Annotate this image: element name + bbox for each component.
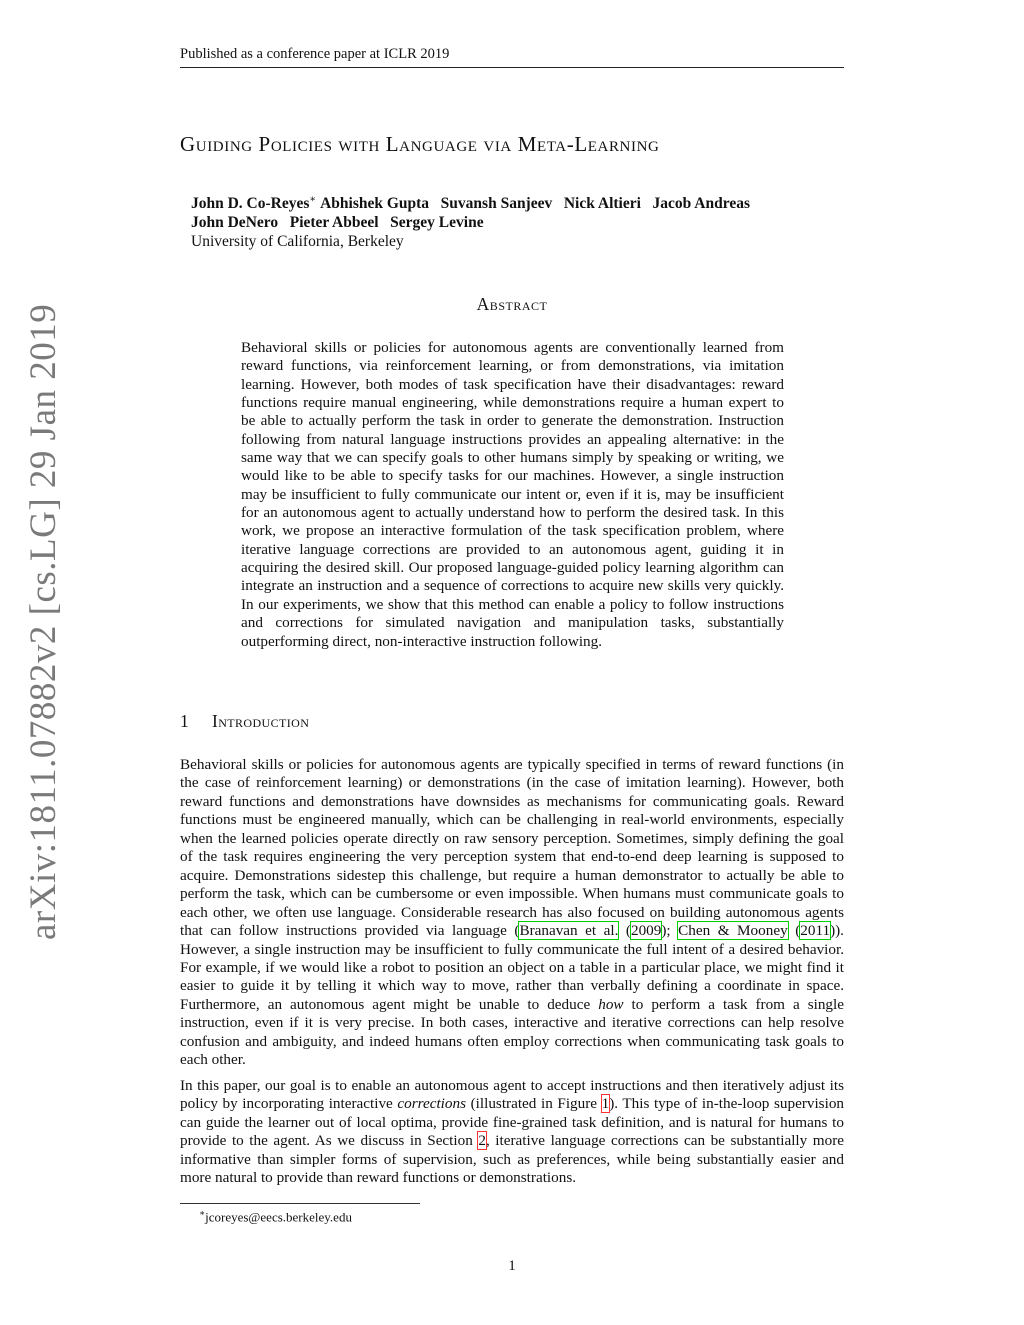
author-block xyxy=(191,190,831,251)
p2-text-a: In this paper, our goal is to enable an autonomous agent to accept instructions and then iteratively adjust its policy by incorporating interactive xyxy=(180,1077,844,1113)
paper-title: Guiding Policies with Language via Meta-Learning xyxy=(180,132,660,156)
footnote-divider xyxy=(180,1203,420,1204)
affiliation: University of California, Berkeley xyxy=(191,233,404,251)
citation-link[interactable]: Chen & Mooney xyxy=(678,922,788,940)
p2-text-d: , iterative language corrections can be substantially more informative than simpler forms of supervision, such as preferences, while being substantially easier and more natural to provide than reward functions or demonstrations. xyxy=(180,1132,844,1187)
p1-emphasis: how xyxy=(598,995,624,1013)
footnote xyxy=(199,1208,352,1225)
section-title: Introduction xyxy=(212,711,310,731)
author-line-2 xyxy=(191,213,831,232)
intro-paragraph-2 xyxy=(180,1077,844,1188)
p2-text-c: ). This type of in-the-loop supervision can guide the learner out of local optima, provide fine-grained task definition, and is natural for humans to provide to the agent. As we discuss in Section xyxy=(180,1095,845,1150)
author-line-1 xyxy=(191,190,831,213)
p1-text-a: Behavioral skills or policies for autonomous agents are typically specified in terms of reward functions (in the case of reinforcement learning) or demonstrations (in the case of imitation learning). However, both reward functions and demonstrations have downsides as mechanisms for communicating goals. Reward functions must be engineered manually, which can be challenging in real-world environments, especially when the learned policies operate directly on raw sensory perception. Sometimes, simply defining the goal of the task requires engineering the very perception system that end-to-end deep learning is supposed to acquire. Demonstrations sidestep this challenge, but require a human demonstrator to actually be able to perform the task, which can be cumbersome or even impossible. When humans must communicate goals to each other, we often use language. Considerable research has also focused on building autonomous agents that can follow instructions provided via language ( xyxy=(180,756,844,940)
abstract-text: Behavioral skills or policies for autonomous agents are conventionally learned from reward functions, via reinforcement learning, or from demonstrations, via imitation learning. However, both modes of task specification have their disadvantages: reward functions require manual engineering, while demonstrations require a human expert to be able to actually perform the task in order to generate the demonstration. Instruction following from natural language instructions provides an appealing alternative: in the same way that we can specify goals to other humans simply by speaking or writing, we would like to be able to specify tasks for our machines. However, a single instruction may be insufficient to fully communicate our intent or, even if it is, may be insufficient for an autonomous agent to actually understand how to perform the desired task. In this work, we propose an interactive formulation of the task specification problem, where iterative language corrections are provided to an autonomous agent, guiding it in acquiring the desired skill. Our proposed language-guided policy learning algorithm can integrate an instruction and a sequence of corrections to acquire new skills very quickly. In our experiments, we show that this method can enable a policy to follow instructions and corrections for simulated navigation and manipulation tasks, substantially outperforming direct, non-interactive instruction following. xyxy=(241,339,784,650)
page-number: 1 xyxy=(508,1258,516,1274)
arxiv-stamp: arXiv:1811.07882v2 [cs.LG] 29 Jan 2019 xyxy=(23,303,64,940)
p2-text-b: (illustrated in Figure xyxy=(466,1095,602,1113)
p1-text-c: to perform a task from a single instruction, even if it is very precise. In both cases, interactive and iterative corrections can help resolve confusion and ambiguity, and indeed humans often employ corrections when communicating task goals to each other. xyxy=(180,995,844,1069)
author-line-2-names: John DeNero Pieter Abbeel Sergey Levine xyxy=(191,214,484,232)
running-header-text: Published as a conference paper at ICLR 2019 xyxy=(180,46,450,62)
p1-text-b: ). However, a single instruction may be insufficient to fully communicate the full intent of a desired behavior. For example, if we would like a robot to position an object on a table in a particular place, we might find it easier to guide it by telling it which way to move, rather than verbally defining a coordinate in space. Furthermore, an autonomous agent might be unable to deduce xyxy=(180,922,844,1013)
footnote-email: jcoreyes@eecs.berkeley.edu xyxy=(205,1209,352,1225)
abstract-heading: Abstract xyxy=(476,294,548,314)
p2-emphasis: corrections xyxy=(397,1095,467,1113)
author-footnote-mark[interactable]: ∗ xyxy=(309,194,317,205)
citation-year-link[interactable]: 2009 xyxy=(630,922,662,940)
author-line-1-rest: Abhishek Gupta Suvansh Sanjeev Nick Altieri Jacob Andreas xyxy=(320,195,750,213)
author-first: John D. Co-Reyes xyxy=(191,195,310,213)
citation-year-link[interactable]: 2011 xyxy=(800,922,831,940)
section-ref-link[interactable]: 2 xyxy=(478,1132,486,1150)
section-heading xyxy=(180,711,844,732)
citation-link[interactable]: Branavan et al. xyxy=(519,922,619,940)
running-header xyxy=(180,46,844,68)
section-number: 1 xyxy=(180,711,190,731)
figure-ref-link[interactable]: 1 xyxy=(601,1095,610,1113)
intro-paragraph-1: Behavioral skills or policies for autonomous agents are typically specified in terms of reward functions (in the case of reinforcement learning) or demonstrations (in the case of imitation learning). However, both reward functions and demonstrations have downsides as mechanisms for communicating goals. Reward functions must be engineered manually, which can be challenging in real-world environments, especially when the learned policies operate directly on raw sensory perception. Sometimes, simply defining the goal of the task requires engineering the very perception system that end-to-end deep learning is supposed to acquire. Demonstrations sidestep this challenge, but require a human demonstrator to actually be able to perform the task, which can be cumbersome or even impossible. When humans must communicate goals to each other, we often use language. Considerable research has also focused on building autonomous agents that can follow instructions provided via language (Branavan et al. (2009); Chen & Mooney (2011)). However, a single instruction may be insufficient to fully communicate the full intent of a desired behavior. For example, if we would like a robot to position an object on a table in a particular place, we might find it easier to guide it by telling it which way to move, rather than verbally defining a coordinate in space. Furthermore, an autonomous agent might be unable to deduce how to perform a task from a single instruction, even if it is very precise. In both cases, interactive and iterative corrections can help resolve confusion and ambiguity, and indeed humans often employ corrections when communicating task goals to each other. xyxy=(180,756,844,1069)
footnote-mark: ∗ xyxy=(199,1208,206,1218)
